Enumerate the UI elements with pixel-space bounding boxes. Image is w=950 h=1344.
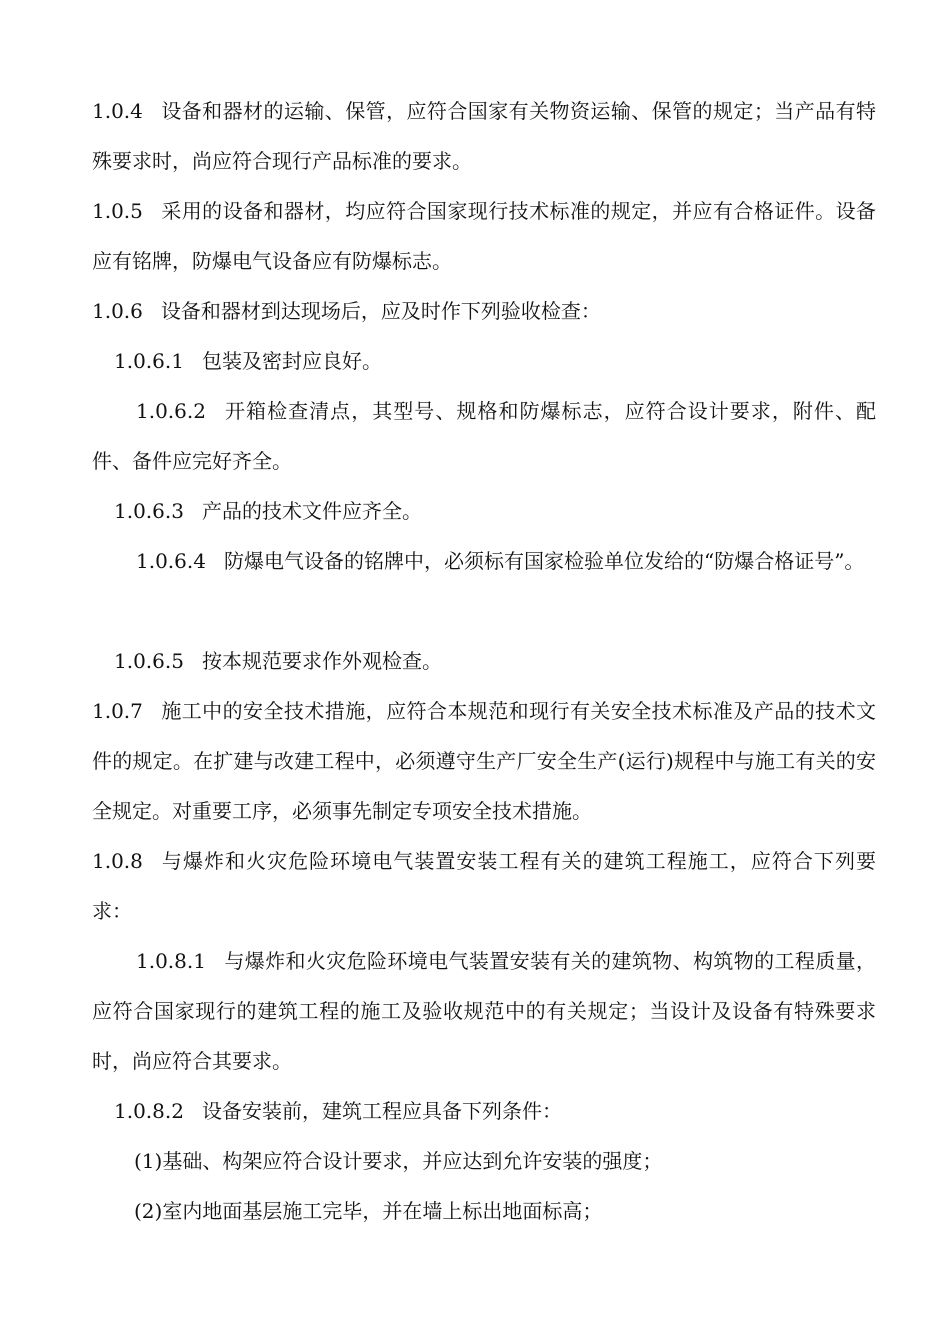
clause-number: 1.0.6.3 <box>114 499 184 523</box>
clause-1-0-6-1 <box>92 336 876 386</box>
clause-1-0-6-5 <box>92 636 876 686</box>
clause-1-0-6-3 <box>92 486 876 536</box>
clause-number: 1.0.6.2 <box>136 399 206 423</box>
clause-text: 施工中的安全技术措施，应符合本规范和现行有关安全技术标准及产品的技术文件的规定。在扩建与改建工程中，必须遵守生产厂安全生产(运行)规程中与施工有关的安全规定。对重要工序，必须事先制定专项安全技术措施。 <box>92 699 876 823</box>
clause-1-0-6 <box>92 286 876 336</box>
clause-text: 设备和器材的运输、保管，应符合国家有关物资运输、保管的规定；当产品有特殊要求时，尚应符合现行产品标准的要求。 <box>92 99 876 173</box>
clause-text: 按本规范要求作外观检查。 <box>201 649 442 673</box>
list-item <box>92 1136 876 1186</box>
clause-number: 1.0.5 <box>92 199 143 223</box>
clause-1-0-8-2 <box>92 1086 876 1136</box>
clause-1-0-4 <box>92 86 876 186</box>
clause-1-0-8-1 <box>92 936 876 1086</box>
clause-number: 1.0.8 <box>92 849 143 873</box>
clause-number: 1.0.6.1 <box>114 349 184 373</box>
list-item-text: (1)基础、构架应符合设计要求，并应达到允许安装的强度； <box>134 1149 663 1173</box>
clause-1-0-8 <box>92 836 876 936</box>
clause-1-0-6-2 <box>92 386 876 486</box>
clause-number: 1.0.6.5 <box>114 649 184 673</box>
clause-text: 防爆电气设备的铭牌中，必须标有国家检验单位发给的“防爆合格证号”。 <box>223 549 865 573</box>
list-item-text: (2)室内地面基层施工完毕，并在墙上标出地面标高； <box>134 1199 603 1223</box>
clause-text: 开箱检查清点，其型号、规格和防爆标志，应符合设计要求，附件、配件、备件应完好齐全。 <box>92 399 876 473</box>
clause-text: 产品的技术文件应齐全。 <box>201 499 422 523</box>
clause-number: 1.0.4 <box>92 99 143 123</box>
clause-text: 采用的设备和器材，均应符合国家现行技术标准的规定，并应有合格证件。设备应有铭牌，防爆电气设备应有防爆标志。 <box>92 199 876 273</box>
clause-1-0-6-4 <box>92 536 876 586</box>
clause-text: 与爆炸和火灾危险环境电气装置安装工程有关的建筑工程施工，应符合下列要求： <box>92 849 876 923</box>
clause-1-0-5 <box>92 186 876 286</box>
clause-1-0-7 <box>92 686 876 836</box>
clause-text: 设备和器材到达现场后，应及时作下列验收检查： <box>160 299 601 323</box>
clause-text: 设备安装前，建筑工程应具备下列条件： <box>201 1099 562 1123</box>
list-item <box>92 1186 876 1236</box>
clause-text: 与爆炸和火灾危险环境电气装置安装有关的建筑物、构筑物的工程质量，应符合国家现行的建筑工程的施工及验收规范中的有关规定；当设计及设备有特殊要求时，尚应符合其要求。 <box>92 949 876 1073</box>
clause-text: 包装及密封应良好。 <box>201 349 382 373</box>
clause-number: 1.0.7 <box>92 699 143 723</box>
clause-number: 1.0.6 <box>92 299 143 323</box>
clause-number: 1.0.8.1 <box>136 949 206 973</box>
clause-number: 1.0.8.2 <box>114 1099 184 1123</box>
clause-number: 1.0.6.4 <box>136 549 206 573</box>
